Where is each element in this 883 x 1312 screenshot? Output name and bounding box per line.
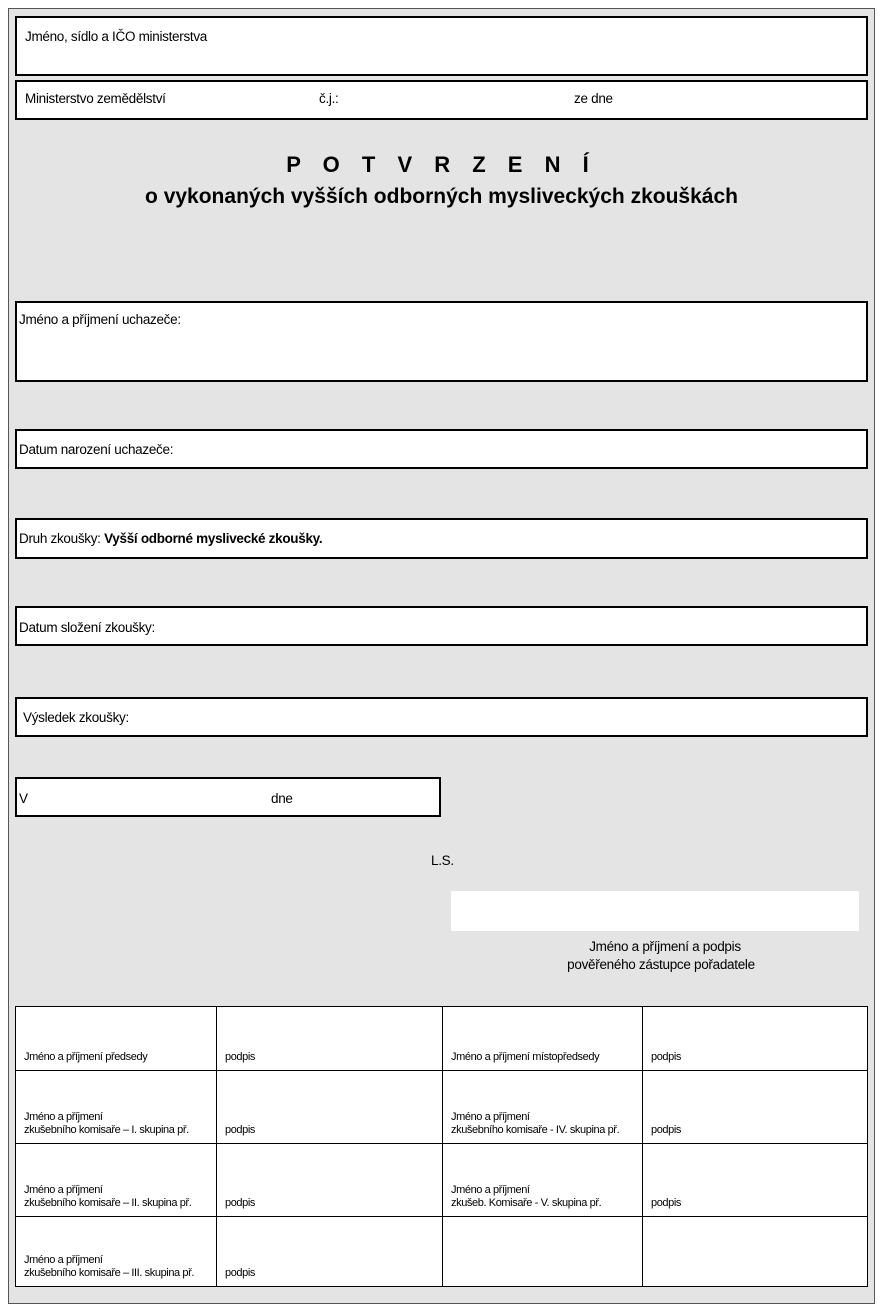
reference-number-label: č.j.: [319,91,339,106]
birth-date-label: Datum narození uchazeče: [19,442,174,457]
commission-member-label: zkušebního komisaře – III. skupina př. [24,1267,195,1279]
commission-member-label: zkušebního komisaře – II. skupina př. [24,1197,192,1209]
exam-type-field [15,518,868,559]
exam-date-field[interactable] [15,606,868,646]
commission-signature-cell[interactable] [217,1217,443,1287]
exam-type-value: Vyšší odborné myslivecké zkoušky. [104,531,323,546]
commission-member-label: Jméno a příjmení [24,1111,103,1123]
exam-result-label: Výsledek zkoušky: [23,710,129,725]
signature-label: podpis [651,1051,682,1063]
commission-row [16,1217,868,1287]
reference-date-label: ze dne [574,91,613,106]
commission-member-label: Jméno a příjmení [24,1254,103,1266]
commission-row [16,1007,868,1071]
commission-member-label: zkušebního komisaře – I. skupina př. [24,1124,189,1136]
commission-member-label: Jméno a příjmení [451,1111,530,1123]
commission-member-label: zkušebního komisaře - IV. skupina př. [451,1124,620,1136]
document-title: P O T V R Z E N Í [286,152,597,177]
commission-signature-cell[interactable] [217,1007,443,1071]
place-date-field[interactable] [15,777,441,817]
signature-label: podpis [225,1124,256,1136]
signature-label: podpis [225,1267,256,1279]
place-label: V [19,791,28,806]
exam-date-label: Datum složení zkoušky: [19,620,155,635]
exam-type-label [19,531,322,546]
seal-placeholder: L.S. [431,853,454,868]
document-subtitle: o vykonaných vyšších odborných mysliveckých zkouškách [145,185,738,208]
ministry-name: Ministerstvo zemědělství [25,91,166,106]
organizer-signature-field[interactable] [451,891,859,931]
commission-member-label: zkušeb. Komisaře - V. skupina př. [451,1197,602,1209]
commission-signature-cell[interactable] [643,1071,868,1144]
commission-signature-cell[interactable] [643,1217,868,1287]
commission-member-name-cell[interactable] [443,1071,643,1144]
signature-caption-line1: Jméno a příjmení a podpis [589,939,741,954]
signature-label: podpis [651,1197,682,1209]
reference-row [15,80,868,120]
place-date-label: dne [271,791,293,806]
signature-label: podpis [651,1124,682,1136]
commission-member-name-cell[interactable] [16,1071,217,1144]
commission-signature-cell[interactable] [217,1071,443,1144]
commission-row [16,1144,868,1217]
commission-member-name-cell[interactable] [443,1144,643,1217]
commission-signature-cell[interactable] [217,1144,443,1217]
commission-member-name-cell[interactable] [16,1217,217,1287]
commission-member-label: Jméno a příjmení místopředsedy [451,1051,600,1063]
commission-member-label: Jméno a příjmení [451,1184,530,1196]
commission-signature-cell[interactable] [643,1144,868,1217]
signature-label: podpis [225,1197,256,1209]
ministry-field[interactable] [15,16,868,76]
exam-type-caption: Druh zkoušky: [19,531,101,546]
commission-member-name-cell[interactable] [443,1007,643,1071]
signature-caption-line2: pověřeného zástupce pořadatele [567,957,755,972]
candidate-name-label: Jméno a příjmení uchazeče: [19,312,181,327]
commission-member-name-cell[interactable] [16,1007,217,1071]
signature-label: podpis [225,1051,256,1063]
commission-member-name-cell[interactable] [443,1217,643,1287]
ministry-field-label: Jméno, sídlo a IČO ministerstva [25,29,208,44]
commission-signature-cell[interactable] [643,1007,868,1071]
birth-date-field[interactable] [15,429,868,469]
exam-result-field[interactable] [15,697,868,737]
commission-member-label: Jméno a příjmení [24,1184,103,1196]
commission-member-label: Jméno a příjmení předsedy [24,1051,148,1063]
candidate-name-field[interactable] [15,301,868,382]
commission-member-name-cell[interactable] [16,1144,217,1217]
commission-table [15,1006,868,1287]
commission-row [16,1071,868,1144]
